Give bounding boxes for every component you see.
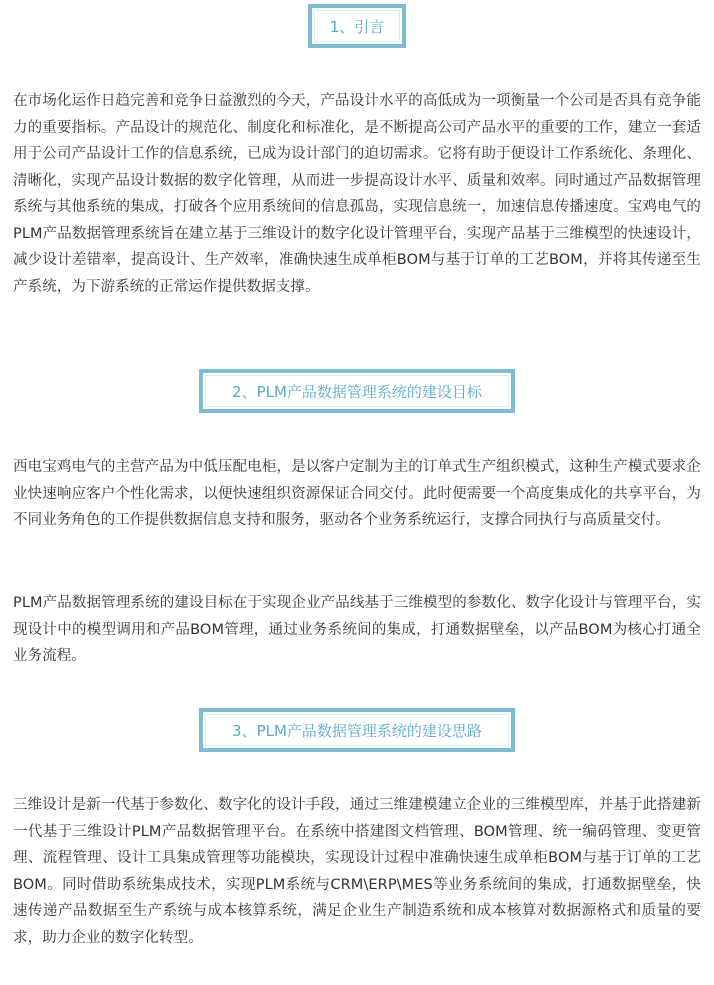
section-2-paragraph-1: 西电宝鸡电气的主营产品为中低压配电柜，是以客户定制为主的订单式生产组织模式，这种生产模式要求企业快速响应客户个性化需求，以便快速组织资源保证合同交付。此时便需要一个高度集成化的共享平台，为不同业务角色的工作提供数据信息支持和服务，驱动各个业务系统运行，支撑合同执行与高质量交付。: [13, 459, 701, 528]
section-2-heading-text: 2、PLM产品数据管理系统的建设目标: [232, 382, 482, 401]
section-1-paragraph-1: 在市场化运作日趋完善和竞争日益激烈的今天，产品设计水平的高低成为一项衡量一个公司是否具有竞争能力的重要指标。产品设计的规范化、制度化和标准化，是不断提高公司产品水平的重要的工作，建立一套适用于公司产品设计工作的信息系统，已成为设计部门的迫切需求。它将有助于便设计工作系统化、条理化、清晰化，实现产品设计数据的数字化管理，从而进一步提高设计水平、质量和效率。同时通过产品数据管理系统与其他系统的集成，打破各个应用系统间的信息孤岛，实现信息统一，加速信息传播速度。宝鸡电气的PLM产品数据管理系统旨在建立基于三维设计的数字化设计管理平台，实现产品基于三维模型的快速设计，减少设计差错率，提高设计、生产效率，准确快速生成单柜BOM与基于订单的工艺BOM，并将其传递至生产系统，为下游系统的正常运作提供数据支撑。: [13, 93, 701, 295]
section-2-paragraph-2: PLM产品数据管理系统的建设目标在于实现企业产品线基于三维模型的参数化、数字化设计与管理平台，实现设计中的模型调用和产品BOM管理，通过业务系统间的集成，打通数据壁垒，以产品BOM为核心打通全业务流程。: [13, 595, 701, 664]
section-1-heading-text: 1、引言: [329, 17, 385, 36]
section-1-heading: [308, 4, 406, 48]
section-2-heading: [199, 369, 515, 413]
section-3-paragraph-1: 三维设计是新一代基于参数化、数字化的设计手段，通过三维建模建立企业的三维模型库，并基于此搭建新一代基于三维设计PLM产品数据管理平台。在系统中搭建图文档管理、BOM管理、统一编码管理、变更管理、流程管理、设计工具集成管理等功能模块，实现设计过程中准确快速生成单柜BOM与基于订单的工艺BOM。同时借助系统集成技术，实现PLM系统与CRM\ERP\MES等业务系统间的集成，打通数据壁垒，快速传递产品数据至生产系统与成本核算系统，满足企业生产制造系统和成本核算对数据源格式和质量的要求，助力企业的数字化转型。: [13, 797, 701, 946]
section-3-heading-text: 3、PLM产品数据管理系统的建设思路: [232, 721, 482, 740]
section-3-heading: [199, 708, 515, 752]
